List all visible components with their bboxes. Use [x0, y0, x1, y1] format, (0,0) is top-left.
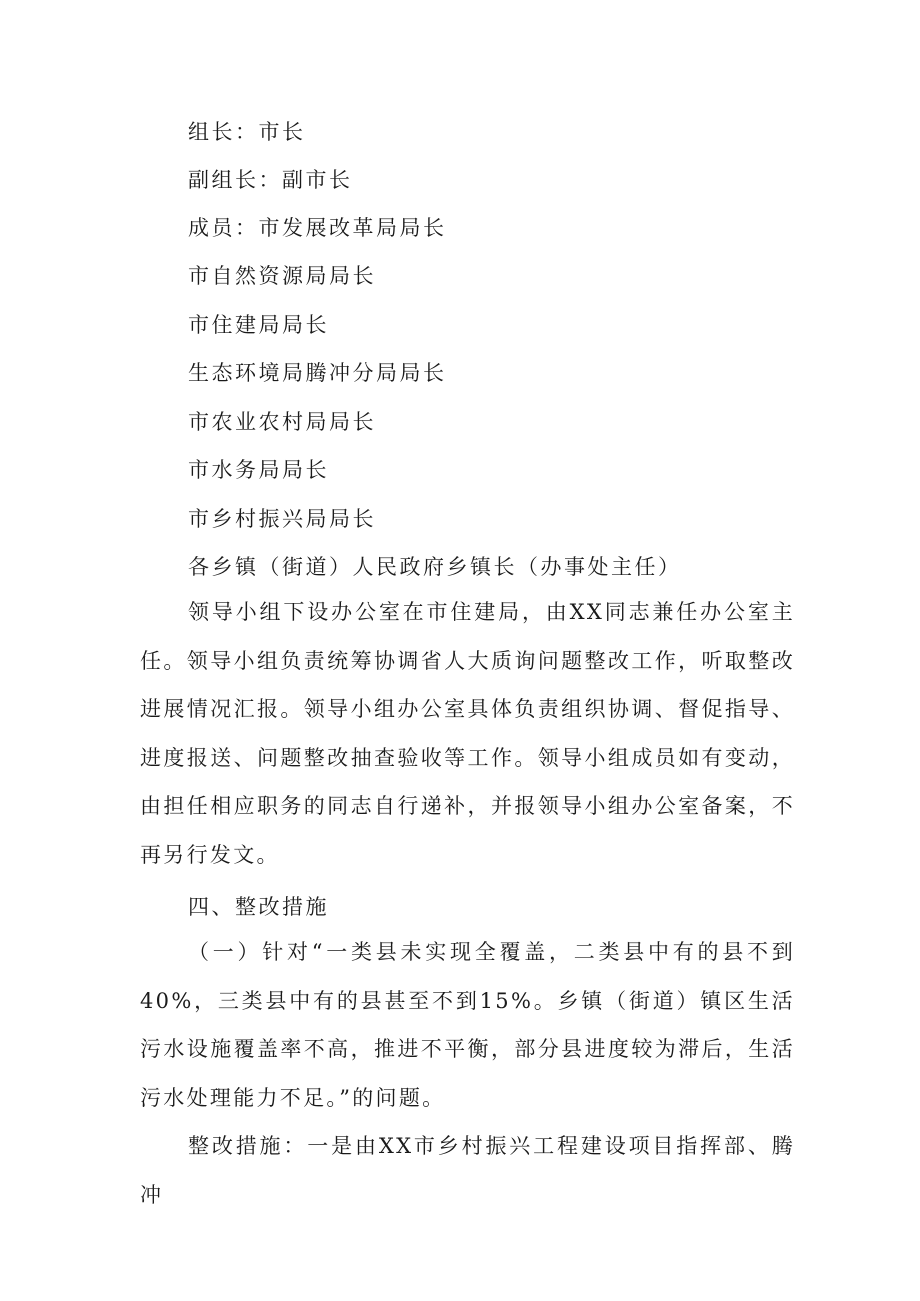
member-item: 市住建局局长 — [188, 313, 329, 337]
leader-line: 组长：市长 — [188, 120, 306, 144]
member-item: 各乡镇（街道）人民政府乡镇长（办事处主任） — [188, 555, 682, 579]
office-paragraph: 领导小组下设办公室在市住建局，由XX同志兼任办公室主任。领导小组负责统筹协调省人大质询问题整改工作，听取整改进展情况汇报。领导小组办公室具体负责组织协调、督促指导、进度报送、问题整改抽查验收等工作。领导小组成员如有变动，由担任相应职务的同志自行递补，并报领导小组办公室备案，不再另行发文。 — [140, 600, 795, 867]
deputy-leader-line: 副组长：副市长 — [188, 168, 353, 192]
members-line: 成员：市发展改革局局长 — [188, 216, 447, 240]
member-item: 市乡村振兴局局长 — [188, 507, 376, 531]
member-item: 生态环境局腾冲分局局长 — [188, 361, 447, 385]
issue-paragraph: （一）针对“一类县未实现全覆盖，二类县中有的县不到40%，三类县中有的县甚至不到15%。乡镇（街道）镇区生活污水设施覆盖率不高，推进不平衡，部分县进度较为滞后，生活污水处理能力不足。”的问题。 — [140, 940, 795, 1110]
section-heading: 四、整改措施 — [188, 895, 329, 919]
member-item: 市自然资源局局长 — [188, 264, 376, 288]
member-item: 市农业农村局局长 — [188, 410, 376, 434]
member-item: 市水务局局长 — [188, 458, 329, 482]
measures-paragraph: 整改措施：一是由XX市乡村振兴工程建设项目指挥部、腾冲 — [140, 1134, 795, 1207]
